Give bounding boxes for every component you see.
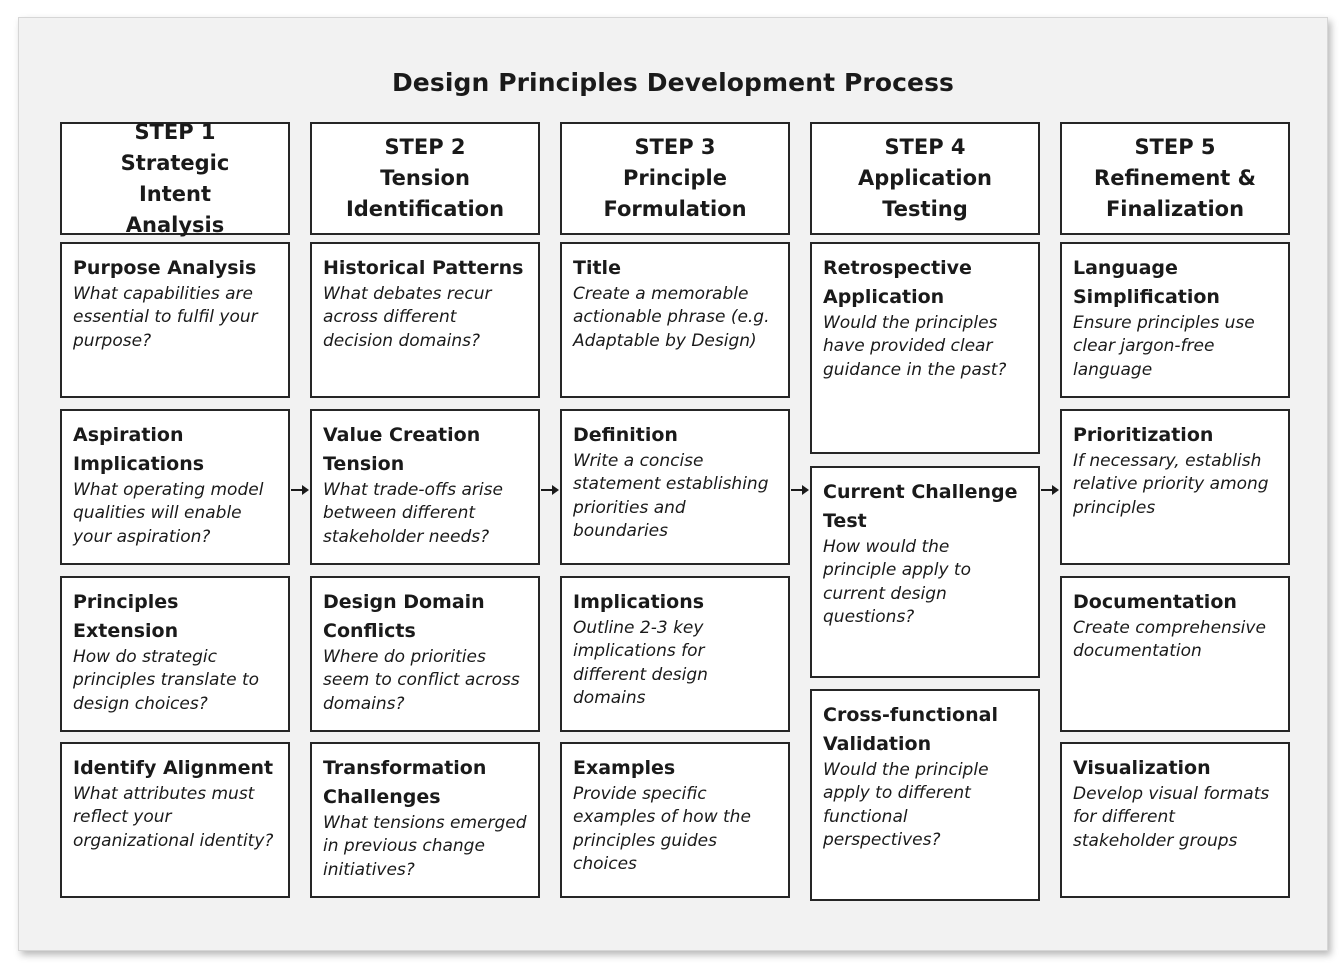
step-1-name: Strategic Intent Analysis	[120, 150, 230, 237]
step-4-name: Application Testing	[858, 166, 992, 221]
step-2-name: Tension Identification	[345, 166, 505, 221]
card-description: Outline 2-3 key implications for different design domains	[573, 618, 708, 708]
card-title: Design Domain Conflicts	[323, 591, 485, 642]
step-2-card	[310, 576, 540, 732]
step-3-header	[560, 122, 790, 235]
card-title: Documentation	[1073, 591, 1237, 613]
card-description: What attributes must reflect your organizational identity?	[73, 784, 274, 851]
step-2-header	[310, 122, 540, 235]
step-1-card	[60, 742, 290, 898]
step-4-card	[810, 242, 1040, 454]
step-4-header	[810, 122, 1040, 235]
card-title: Language Simplification	[1073, 257, 1220, 308]
card-title: Prioritization	[1073, 424, 1214, 446]
step-4-card	[810, 689, 1040, 901]
card-title: Transformation Challenges	[323, 757, 487, 808]
card-description: What debates recur across different decision domains?	[323, 284, 492, 351]
step-2-label: STEP 2	[384, 135, 466, 159]
step-3-name: Principle Formulation	[603, 166, 747, 221]
step-1-header	[60, 119, 290, 237]
step-3-card	[560, 576, 790, 732]
card-description: What tensions emerged in previous change initiatives?	[323, 813, 527, 880]
step-2-card	[310, 742, 540, 898]
card-description: How would the principle apply to current design questions?	[823, 537, 971, 627]
card-title: Historical Patterns	[323, 257, 524, 279]
step-3-card	[560, 242, 790, 398]
step-1-label: STEP 1	[134, 119, 216, 144]
flow-arrow	[541, 489, 557, 491]
card-description: What operating model qualities will enable your aspiration?	[73, 480, 264, 547]
card-title: Examples	[573, 757, 676, 779]
step-3-card	[560, 409, 790, 565]
card-description: Create comprehensive documentation	[1073, 618, 1266, 662]
card-description: Would the principles have provided clear guidance in the past?	[823, 313, 1007, 380]
card-description: Would the principle apply to different functional perspectives?	[823, 760, 989, 850]
step-5-name: Refinement & Finalization	[1094, 166, 1256, 221]
card-title: Definition	[573, 424, 678, 446]
step-3-card	[560, 742, 790, 898]
step-2-card	[310, 409, 540, 565]
card-description: If necessary, establish relative priority among principles	[1073, 451, 1269, 518]
card-title: Identify Alignment	[73, 757, 274, 779]
card-description: Write a concise statement establishing priorities and boundaries	[573, 451, 769, 541]
card-description: What capabilities are essential to fulfil your purpose?	[73, 284, 258, 351]
card-title: Purpose Analysis	[73, 257, 257, 279]
step-4-card	[810, 466, 1040, 678]
step-2-card	[310, 242, 540, 398]
card-title: Retrospective Application	[823, 257, 972, 308]
step-5-label: STEP 5	[1134, 135, 1216, 159]
flow-arrow	[791, 489, 807, 491]
card-title: Principles Extension	[73, 591, 179, 642]
card-description: Where do priorities seem to conflict across domains?	[323, 647, 520, 714]
step-5-card	[1060, 242, 1290, 398]
step-5-header	[1060, 122, 1290, 235]
step-4-label: STEP 4	[884, 135, 966, 159]
card-description: How do strategic principles translate to design choices?	[73, 647, 260, 714]
step-1-card	[60, 576, 290, 732]
flow-arrow	[291, 489, 307, 491]
flow-arrow	[1041, 489, 1057, 491]
step-5-card	[1060, 576, 1290, 732]
card-title: Visualization	[1073, 757, 1211, 779]
step-1-card	[60, 242, 290, 398]
card-title: Cross-functional Validation	[823, 704, 998, 755]
card-description: What trade-offs arise between different stakeholder needs?	[323, 480, 503, 547]
step-3-label: STEP 3	[634, 135, 716, 159]
card-description: Create a memorable actionable phrase (e.g. Adaptable by Design)	[573, 284, 770, 351]
card-title: Title	[573, 257, 621, 279]
card-description: Develop visual formats for different stakeholder groups	[1073, 784, 1270, 851]
card-description: Provide specific examples of how the principles guides choices	[573, 784, 751, 874]
diagram-title: Design Principles Development Process	[391, 68, 955, 97]
card-title: Current Challenge Test	[823, 481, 1018, 532]
card-title: Implications	[573, 591, 705, 613]
step-5-card	[1060, 409, 1290, 565]
step-1-card	[60, 409, 290, 565]
card-description: Ensure principles use clear jargon-free language	[1073, 313, 1255, 380]
step-5-card	[1060, 742, 1290, 898]
card-title: Value Creation Tension	[323, 424, 481, 475]
card-title: Aspiration Implications	[73, 424, 205, 475]
